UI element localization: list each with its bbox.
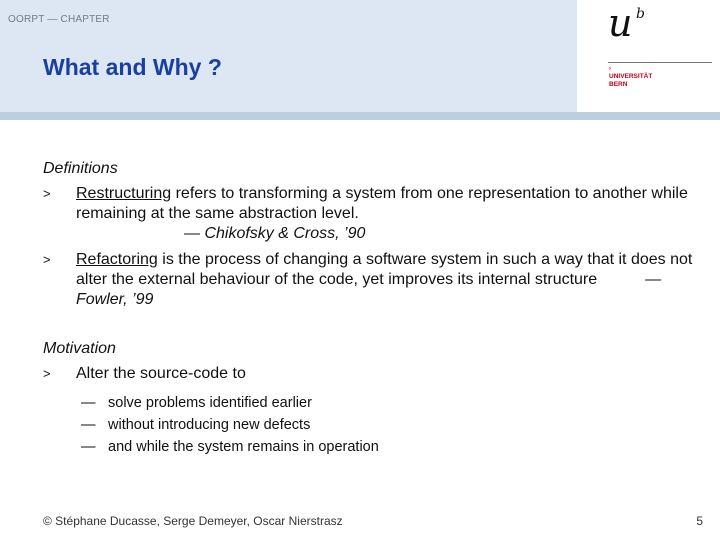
motivation-text: Alter the source-code to — [76, 365, 246, 382]
footer-copyright: © Stéphane Ducasse, Serge Demeyer, Oscar Nierstrasz — [43, 514, 343, 528]
sub-item-text: and while the system remains in operation — [108, 439, 379, 455]
definition-text: refers to transforming a system from one representation to another while remaining at the same abstraction level. — [76, 185, 688, 222]
bullet-marker: > — [43, 186, 51, 201]
motivation-item — [43, 364, 703, 384]
citation: — Chikofsky & Cross, ’90 — [184, 225, 366, 242]
sub-item-text: without introducing new defects — [108, 417, 311, 433]
definitions-heading: Definitions — [43, 160, 118, 177]
definition-item-restructuring — [43, 184, 703, 244]
slide-kicker: OORPT — CHAPTER — [8, 14, 110, 25]
sub-item — [43, 392, 703, 414]
term-refactoring: Refactoring — [76, 251, 158, 268]
definition-item-refactoring — [43, 250, 703, 310]
logo-rule — [608, 62, 712, 63]
definition-text: is the process of changing a software system in such a way that it does not alter the external behaviour of the code, yet improves its internal structure — [76, 251, 693, 288]
header-divider — [0, 112, 720, 120]
bullet-marker: > — [43, 366, 51, 381]
logo-university-name — [609, 73, 652, 89]
dash-marker: — — [81, 395, 96, 411]
page-number: 5 — [696, 514, 703, 528]
logo-superscript-b: b — [636, 6, 645, 22]
logo-area — [577, 0, 720, 112]
bullet-marker: > — [43, 252, 51, 267]
logo-arrow-icon: › — [609, 66, 611, 72]
motivation-sublist — [43, 392, 703, 458]
sub-item-text: solve problems identified earlier — [108, 395, 312, 411]
term-restructuring: Restructuring — [76, 185, 172, 202]
logo-line-2: BERN — [609, 81, 628, 88]
dash-marker: — — [81, 439, 96, 455]
slide-body — [43, 160, 703, 458]
dash-marker: — — [81, 417, 96, 433]
slide-title: What and Why ? — [43, 54, 222, 80]
sub-item — [43, 414, 703, 436]
logo-letter-u: u — [608, 1, 633, 45]
motivation-heading: Motivation — [43, 340, 116, 357]
sub-item — [43, 436, 703, 458]
citation: — Fowler, ’99 — [76, 271, 662, 308]
logo-line-1: UNIVERSITÄT — [609, 73, 653, 80]
